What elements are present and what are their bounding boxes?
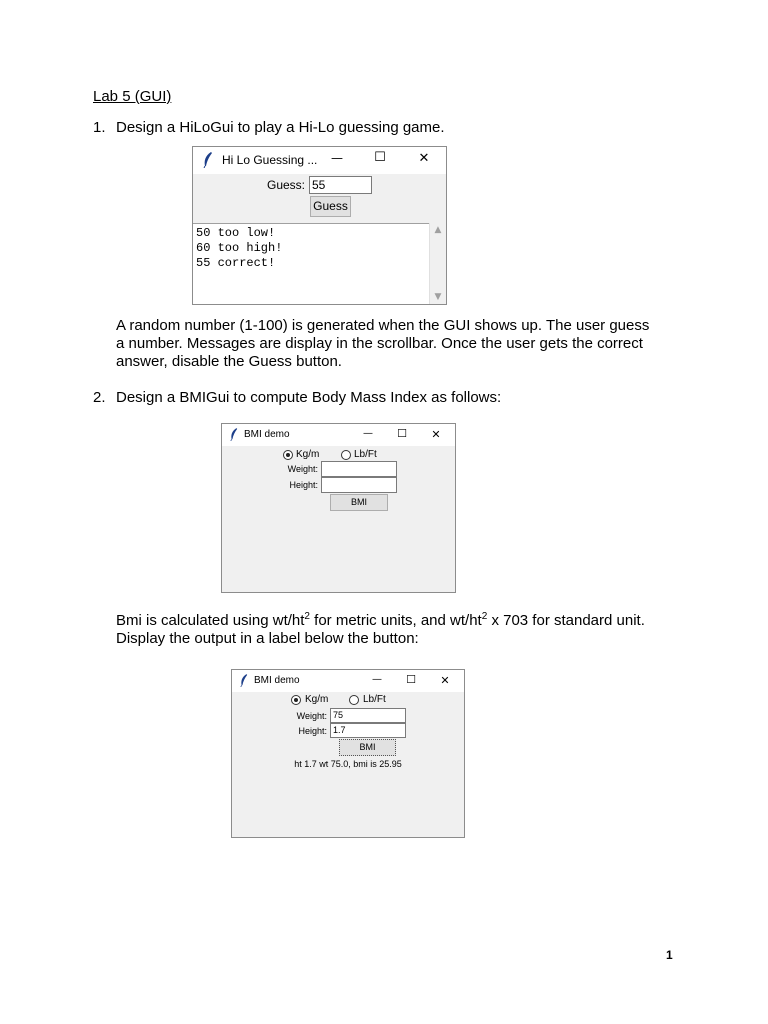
close-icon[interactable]: ✕: [431, 428, 441, 441]
message-line: 55 correct!: [196, 256, 276, 270]
formula-exponent-2: 2: [481, 611, 488, 622]
formula-prefix: Bmi is calculated using wt/ht: [116, 612, 305, 629]
radio-standard-label[interactable]: Lb/Ft: [354, 449, 377, 460]
formula-exponent-1: 2: [304, 611, 310, 622]
messages-text-area[interactable]: [193, 223, 429, 304]
feather-icon: [230, 428, 238, 441]
height-label: Height:: [298, 726, 327, 736]
scroll-up-icon[interactable]: ▲: [434, 225, 442, 235]
page-number: 1: [666, 948, 673, 962]
guess-input[interactable]: 55: [309, 176, 372, 194]
guess-label: Guess:: [266, 178, 305, 192]
bmi-window-filled: [231, 669, 465, 838]
weight-label: Weight:: [296, 711, 327, 721]
item-1-description-line-2: a number. Messages are display in the scrollbar. Once the user gets the correct: [116, 335, 643, 352]
height-label: Height:: [289, 480, 318, 490]
radio-metric-label[interactable]: Kg/m: [296, 449, 320, 460]
formula-suffix: x 703 for standard unit.: [487, 612, 645, 629]
radio-selected-icon[interactable]: [291, 695, 301, 705]
bmi-result-label: ht 1.7 wt 75.0, bmi is 25.95: [294, 759, 402, 769]
bmi-window-title: BMI demo: [254, 675, 300, 686]
item-1-description-line-1: A random number (1-100) is generated when the GUI shows up. The user guess: [116, 317, 650, 334]
radio-metric-label[interactable]: Kg/m: [305, 694, 329, 705]
bmi-titlebar: [232, 670, 464, 692]
bmi-window-title: BMI demo: [244, 429, 290, 440]
weight-input[interactable]: [321, 461, 397, 477]
formula-middle: for metric units, and wt/ht: [309, 612, 482, 629]
hilo-titlebar: [193, 147, 446, 174]
close-icon[interactable]: ✕: [418, 151, 430, 166]
item-2-heading: Design a BMIGui to compute Body Mass Index as follows:: [116, 389, 502, 406]
weight-label: Weight:: [287, 464, 318, 474]
feather-icon: [203, 152, 213, 168]
document-title: Lab 5 (GUI): [93, 88, 172, 105]
bmi-button[interactable]: BMI: [339, 739, 396, 756]
radio-selected-icon[interactable]: [283, 450, 293, 460]
radio-standard-label[interactable]: Lb/Ft: [363, 694, 386, 705]
message-line: 50 too low!: [196, 226, 276, 240]
item-2-number: 2.: [93, 389, 106, 406]
message-line: 60 too high!: [196, 241, 283, 255]
height-input[interactable]: [321, 477, 397, 493]
radio-unselected-icon[interactable]: [341, 450, 351, 460]
maximize-icon[interactable]: ☐: [406, 673, 416, 686]
scroll-down-icon[interactable]: ▼: [434, 292, 442, 302]
maximize-icon[interactable]: ☐: [374, 150, 386, 165]
hilo-window: [192, 146, 447, 305]
maximize-icon[interactable]: ☐: [397, 427, 407, 440]
bmi-titlebar: [222, 424, 455, 446]
bmi-button[interactable]: BMI: [330, 494, 388, 511]
item-1-heading: Design a HiLoGui to play a Hi-Lo guessing game.: [116, 119, 445, 136]
feather-icon: [240, 674, 248, 687]
guess-button[interactable]: Guess: [310, 196, 351, 217]
radio-unselected-icon[interactable]: [349, 695, 359, 705]
close-icon[interactable]: ✕: [440, 674, 450, 687]
minimize-icon[interactable]: —: [363, 428, 373, 439]
bmi-window-empty: [221, 423, 456, 593]
weight-input[interactable]: 75: [330, 708, 406, 723]
item-1-description-line-3: answer, disable the Guess button.: [116, 353, 342, 370]
minimize-icon[interactable]: —: [331, 151, 343, 165]
hilo-window-title: Hi Lo Guessing ...: [222, 153, 318, 167]
minimize-icon[interactable]: —: [372, 674, 382, 685]
bmi-formula-text: [116, 612, 645, 630]
messages-scrollbar[interactable]: [429, 223, 446, 304]
display-output-line: Display the output in a label below the button:: [116, 630, 419, 647]
item-1-number: 1.: [93, 119, 106, 136]
height-input[interactable]: 1.7: [330, 723, 406, 738]
